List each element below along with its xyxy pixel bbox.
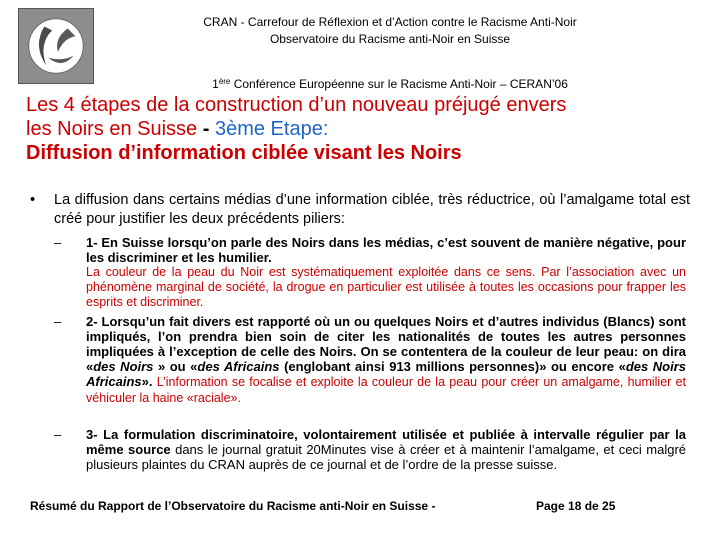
main-bullet <box>30 191 690 229</box>
footer-report-title: Résumé du Rapport de l’Observatoire du Racisme anti-Noir en Suisse - <box>30 499 436 513</box>
title-etape: 3ème Etape: <box>214 118 329 140</box>
point-1-note: La couleur de la peau du Noir est systématiquement exploitée dans ce sens. Par l’association avec un phénomène marginal de société, la drogue en particulier est utilisée à toutes les occasions pour frapper les esprits et discriminer. <box>86 265 686 309</box>
title-line-1: Les 4 étapes de la construction d’un nouveau préjugé envers <box>26 94 567 116</box>
title-dash: - <box>197 118 215 140</box>
dash-marker: – <box>54 427 62 442</box>
dash-marker: – <box>54 235 62 250</box>
title-line-2-start: les Noirs en Suisse <box>26 118 198 140</box>
point-2 <box>54 314 686 406</box>
point-2-italic-1: des Noirs <box>93 359 154 374</box>
point-3 <box>54 427 686 472</box>
bullet-marker: • <box>30 192 36 208</box>
conference-number: 1 <box>212 77 219 91</box>
point-3-part-a: 3- La formulation discriminatoire, volontairement utilisée et publiée à intervalle régulier par la même source <box>86 427 686 457</box>
header-organization <box>120 14 660 48</box>
point-2-note: L’information se focalise et exploite la couleur de la peau pour créer un amalgame, humilier et véhiculer la haine «raciale». <box>86 375 686 405</box>
point-2-part-c: (englobant ainsi 913 millions personnes)» ou encore « <box>279 359 626 374</box>
point-2-part-d: ». <box>141 374 153 389</box>
point-2-italic-3: des Noirs Africains <box>86 359 686 389</box>
header-line-1: CRAN - Carrefour de Réflexion et d’Action contre le Racisme Anti-Noir <box>203 15 577 29</box>
point-3-part-b: dans le journal gratuit 20Minutes vise à créer et à maintenir l’amalgame, et ceci malgré plusieurs plaintes du CRAN auprès de ce journal et de l’ordre de la presse suisse. <box>86 442 686 472</box>
slide-title <box>26 93 706 165</box>
cran-logo-icon <box>18 8 94 84</box>
point-2-text <box>66 314 686 406</box>
point-2-italic-2: des Africains <box>197 359 280 374</box>
conference-ordinal: ère <box>218 77 231 86</box>
conference-name: Conférence Européenne sur le Racisme Anti-Noir – CERAN’06 <box>230 77 568 91</box>
header-line-2: Observatoire du Racisme anti-Noir en Suisse <box>269 32 511 46</box>
main-bullet-text: La diffusion dans certains médias d’une information ciblée, très réductrice, où l’amalgame total est créé pour justifier les deux précédents piliers: <box>54 192 690 227</box>
header-conference <box>120 76 660 93</box>
point-2-part-b: » ou « <box>153 359 198 374</box>
point-1 <box>54 235 686 310</box>
page-number: Page 18 de 25 <box>536 499 616 513</box>
point-1-text: 1- En Suisse lorsqu’on parle des Noirs dans les médias, c’est souvent de manière négative, pour les discriminer et les humilier. <box>86 235 686 265</box>
title-line-3: Diffusion d’information ciblée visant les Noirs <box>26 142 462 164</box>
point-2-part-a: 2- Lorsqu’un fait divers est rapporté où un ou quelques Noirs et d’autres individus (Blancs) sont impliqués, l’on prendra bien soin de citer les nationalités de toutes les autres personnes impliquées à l’exception de celle des Noirs. On se contentera de la couleur de leur peau: on dira « <box>86 314 686 374</box>
dash-marker: – <box>54 314 62 329</box>
point-3-text <box>66 427 686 472</box>
title-line-2 <box>26 117 706 141</box>
